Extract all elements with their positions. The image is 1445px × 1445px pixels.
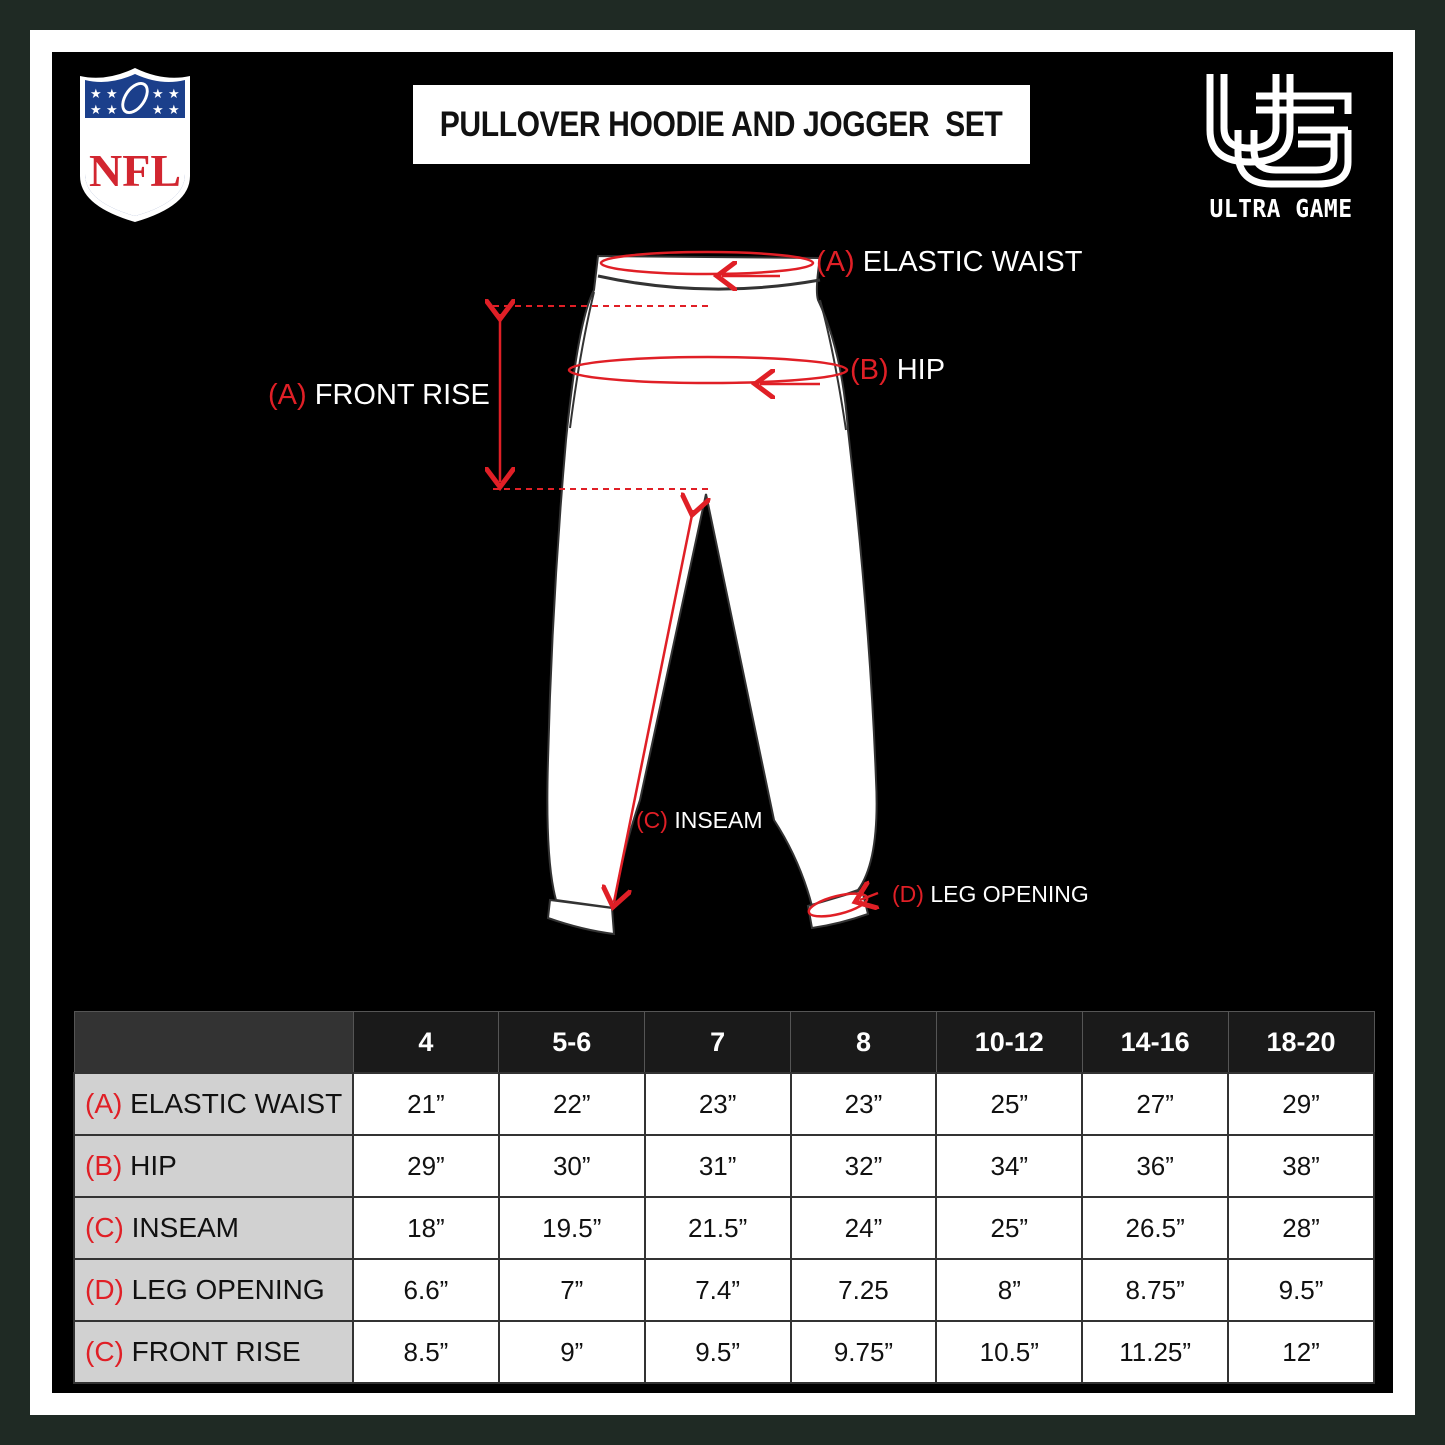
- page-title: PULLOVER HOODIE AND JOGGER SET: [440, 104, 1003, 144]
- table-cell: 10.5”: [936, 1321, 1082, 1383]
- table-cell: 32”: [791, 1135, 937, 1197]
- nfl-logo-text: NFL: [89, 145, 181, 196]
- table-cell: 28”: [1228, 1197, 1374, 1259]
- table-cell: 30”: [499, 1135, 645, 1197]
- table-cell: 38”: [1228, 1135, 1374, 1197]
- table-cell: 6.6”: [353, 1259, 499, 1321]
- svg-text:★: ★: [152, 103, 164, 118]
- table-row: [74, 1135, 1374, 1197]
- table-cell: 7”: [499, 1259, 645, 1321]
- label-leg-opening: (D) LEG OPENING: [892, 881, 1089, 907]
- table-cell: 8.75”: [1082, 1259, 1228, 1321]
- table-cell: 29”: [353, 1135, 499, 1197]
- svg-text:★: ★: [90, 103, 102, 118]
- table-cell: 8”: [936, 1259, 1082, 1321]
- table-header-row: [74, 1012, 1374, 1074]
- column-header: 5-6: [499, 1012, 645, 1074]
- column-header: 7: [645, 1012, 791, 1074]
- table-cell: 23”: [645, 1073, 791, 1135]
- label-front-rise: (A) FRONT RISE: [268, 379, 490, 411]
- svg-text:★: ★: [168, 87, 180, 102]
- table-cell: 9”: [499, 1321, 645, 1383]
- svg-text:★: ★: [90, 87, 102, 102]
- column-header: 18-20: [1228, 1012, 1374, 1074]
- table-cell: 9.5”: [645, 1321, 791, 1383]
- row-label: (A) ELASTIC WAIST: [74, 1073, 353, 1135]
- svg-text:★: ★: [106, 87, 118, 102]
- svg-text:★: ★: [168, 103, 180, 118]
- table-cell: 7.25: [791, 1259, 937, 1321]
- column-header: 4: [353, 1012, 499, 1074]
- table-cell: 31”: [645, 1135, 791, 1197]
- label-elastic-waist: (A) ELASTIC WAIST: [816, 246, 1083, 278]
- row-label: (C) INSEAM: [74, 1197, 353, 1259]
- table-cell: 36”: [1082, 1135, 1228, 1197]
- table-cell: 7.4”: [645, 1259, 791, 1321]
- ultra-game-logo-text: ULTRA GAME: [1209, 194, 1353, 223]
- table-row: [74, 1197, 1374, 1259]
- table-cell: 8.5”: [353, 1321, 499, 1383]
- column-header: 8: [791, 1012, 937, 1074]
- table-cell: 34”: [936, 1135, 1082, 1197]
- table-cell: 21.5”: [645, 1197, 791, 1259]
- table-cell: 22”: [499, 1073, 645, 1135]
- row-label: (D) LEG OPENING: [74, 1259, 353, 1321]
- table-cell: 11.25”: [1082, 1321, 1228, 1383]
- row-label: (C) FRONT RISE: [74, 1321, 353, 1383]
- label-inseam: (C) INSEAM: [636, 807, 763, 833]
- column-header: 14-16: [1082, 1012, 1228, 1074]
- svg-text:★: ★: [106, 103, 118, 118]
- row-label: (B) HIP: [74, 1135, 353, 1197]
- table-corner-cell: [74, 1012, 353, 1074]
- table-row: [74, 1073, 1374, 1135]
- table-cell: 24”: [791, 1197, 937, 1259]
- table-cell: 21”: [353, 1073, 499, 1135]
- table-row: [74, 1321, 1374, 1383]
- table-row: [74, 1259, 1374, 1321]
- label-hip: (B) HIP: [850, 354, 946, 386]
- size-table: [73, 1011, 1375, 1384]
- table-cell: 26.5”: [1082, 1197, 1228, 1259]
- table-cell: 23”: [791, 1073, 937, 1135]
- svg-text:★: ★: [152, 87, 164, 102]
- table-cell: 12”: [1228, 1321, 1374, 1383]
- table-cell: 27”: [1082, 1073, 1228, 1135]
- table-cell: 25”: [936, 1197, 1082, 1259]
- column-header: 10-12: [936, 1012, 1082, 1074]
- table-cell: 29”: [1228, 1073, 1374, 1135]
- table-cell: 9.75”: [791, 1321, 937, 1383]
- table-cell: 25”: [936, 1073, 1082, 1135]
- table-cell: 9.5”: [1228, 1259, 1374, 1321]
- table-cell: 18”: [353, 1197, 499, 1259]
- table-cell: 19.5”: [499, 1197, 645, 1259]
